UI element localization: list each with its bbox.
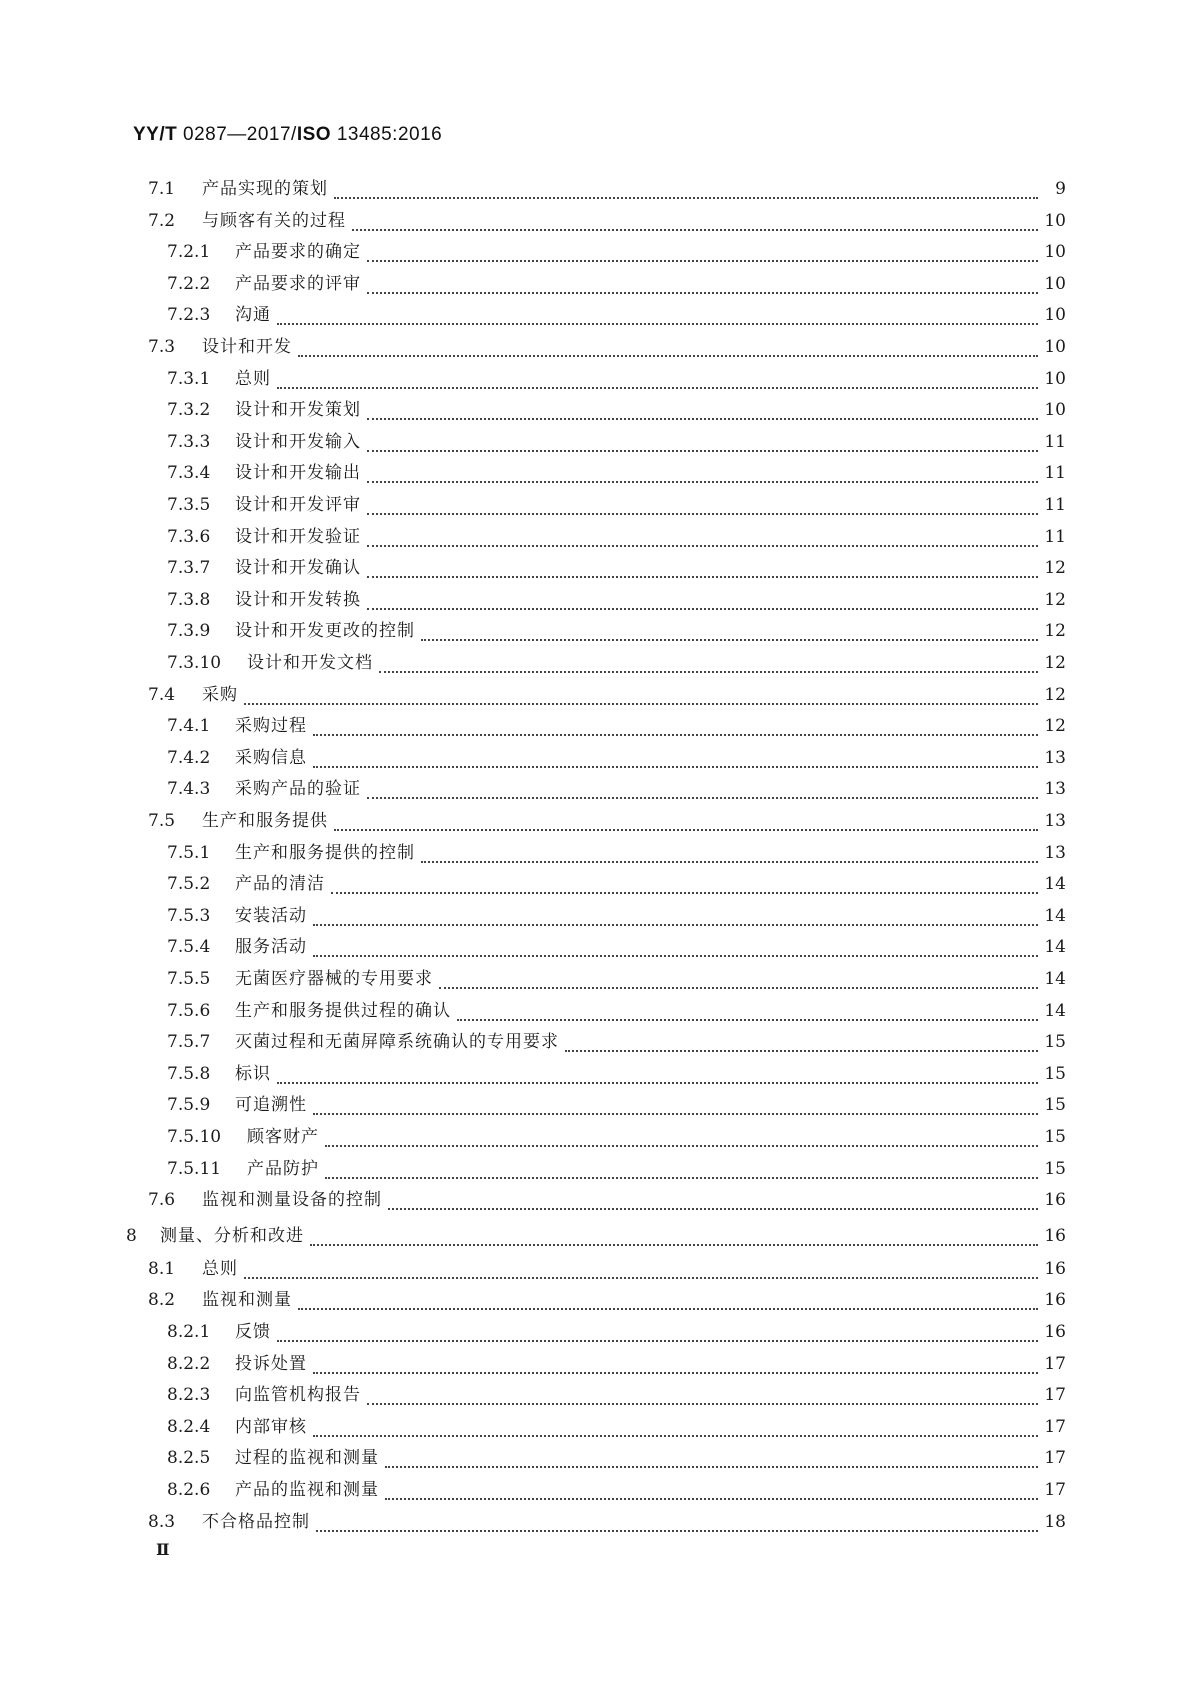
toc-entry-page: 14: [1044, 874, 1066, 895]
toc-entry-page: 13: [1044, 811, 1066, 831]
toc-entry[interactable]: [167, 1030, 1066, 1054]
toc-entry[interactable]: [167, 303, 1066, 327]
toc-entry[interactable]: [148, 177, 1066, 201]
toc-entry-title: 产品要求的评审: [235, 273, 361, 294]
toc-leader-dots: [313, 910, 1038, 926]
toc-entry-page: 16: [1044, 1190, 1066, 1211]
toc-entry-title: 生产和服务提供过程的确认: [235, 1000, 451, 1021]
toc-entry-title: 设计和开发: [202, 337, 292, 357]
toc-entry[interactable]: [148, 209, 1066, 233]
toc-entry-title: 测量、分析和改进: [160, 1225, 304, 1246]
toc-entry[interactable]: [167, 746, 1066, 770]
toc-entry[interactable]: [167, 430, 1066, 454]
toc-entry-number: 7.3: [148, 337, 176, 357]
toc-entry-number: 8.2: [148, 1290, 176, 1311]
toc-entry-title: 产品实现的策划: [202, 179, 328, 199]
toc-entry[interactable]: [167, 1383, 1066, 1407]
toc-entry-number: 7.3.6: [167, 526, 211, 547]
toc-entry[interactable]: [148, 1188, 1066, 1212]
toc-entry-page: 12: [1044, 684, 1066, 705]
toc-entry-page: 16: [1044, 1225, 1066, 1246]
toc-entry-number: 7.2.1: [167, 242, 211, 263]
toc-entry-title: 采购过程: [235, 716, 307, 737]
toc-leader-dots: [379, 657, 1038, 673]
toc-entry[interactable]: [126, 1224, 1066, 1248]
toc-entry-page: 18: [1044, 1511, 1066, 1532]
toc-leader-dots: [277, 309, 1038, 325]
toc-entry-number: 7.4: [148, 684, 176, 705]
toc-entry-title: 监视和测量设备的控制: [202, 1190, 382, 1211]
toc-entry-page: 13: [1044, 779, 1066, 800]
toc-leader-dots: [439, 973, 1038, 989]
toc-entry-title: 设计和开发转换: [235, 589, 361, 610]
toc-entry-page: 17: [1044, 1416, 1066, 1437]
toc-entry-number: 7.2.3: [167, 305, 211, 326]
toc-entry-number: 7.3.5: [167, 495, 211, 515]
toc-entry[interactable]: [167, 240, 1066, 264]
toc-entry-title: 设计和开发确认: [235, 558, 361, 579]
toc-entry[interactable]: [148, 335, 1066, 359]
toc-entry-number: 7.3.1: [167, 368, 211, 389]
toc-entry-page: 11: [1044, 463, 1066, 484]
toc-entry-page: 10: [1044, 305, 1066, 326]
toc-entry[interactable]: [167, 872, 1066, 896]
toc-leader-dots: [334, 815, 1038, 831]
toc-entry-number: 7.3.8: [167, 589, 211, 610]
toc-leader-dots: [277, 373, 1038, 389]
document-header: [133, 124, 442, 146]
toc-entry-number: 7.4.1: [167, 716, 211, 737]
toc-entry-title: 与顾客有关的过程: [202, 210, 346, 231]
toc-leader-dots: [367, 594, 1038, 610]
toc-leader-dots: [421, 625, 1038, 641]
toc-leader-dots: [277, 1068, 1038, 1084]
toc-entry-page: 10: [1044, 242, 1066, 263]
toc-entry[interactable]: [148, 1257, 1066, 1281]
toc-leader-dots: [313, 1099, 1038, 1115]
toc-entry-number: 8.2.1: [167, 1322, 211, 1342]
toc-entry-number: 8.2.5: [167, 1448, 211, 1469]
toc-entry-title: 顾客财产: [247, 1127, 319, 1147]
toc-entry[interactable]: [167, 619, 1066, 643]
toc-entry-title: 向监管机构报告: [235, 1385, 361, 1406]
toc-entry-page: 14: [1044, 1000, 1066, 1021]
toc-entry-page: 15: [1044, 1063, 1066, 1084]
toc-leader-dots: [277, 1326, 1038, 1342]
toc-leader-dots: [367, 246, 1038, 262]
toc-entry[interactable]: [167, 1415, 1066, 1439]
toc-entry-number: 7.5: [148, 811, 176, 831]
toc-leader-dots: [244, 1263, 1038, 1279]
toc-entry-title: 设计和开发验证: [235, 526, 361, 547]
toc-entry-title: 投诉处置: [235, 1353, 307, 1374]
toc-entry-number: 7.6: [148, 1190, 176, 1211]
toc-entry[interactable]: [167, 367, 1066, 391]
toc-entry-number: 7.2: [148, 210, 176, 231]
toc-entry[interactable]: [148, 1510, 1066, 1534]
toc-leader-dots: [352, 215, 1038, 231]
toc-entry[interactable]: [167, 1320, 1066, 1344]
toc-entry-title: 生产和服务提供: [202, 811, 328, 831]
toc-leader-dots: [367, 499, 1038, 515]
toc-entry[interactable]: [167, 272, 1066, 296]
toc-entry[interactable]: [167, 1093, 1066, 1117]
toc-entry-number: 8.2.4: [167, 1416, 211, 1437]
toc-entry-number: 7.3.4: [167, 463, 211, 484]
toc-entry-title: 沟通: [235, 305, 271, 326]
toc-leader-dots: [367, 436, 1038, 452]
toc-entry-title: 设计和开发文档: [247, 653, 373, 673]
toc-leader-dots: [367, 1389, 1038, 1405]
toc-entry-number: 7.4.3: [167, 779, 211, 800]
toc-entry-number: 7.5.6: [167, 1000, 211, 1021]
toc-entry-number: 7.3.7: [167, 558, 211, 579]
toc-entry[interactable]: [167, 556, 1066, 580]
toc-entry-page: 16: [1044, 1322, 1066, 1342]
toc-entry-title: 设计和开发策划: [235, 400, 361, 421]
toc-entry-number: 7.3.9: [167, 621, 211, 642]
toc-entry[interactable]: [167, 651, 1066, 675]
toc-entry-title: 可追溯性: [235, 1095, 307, 1116]
toc-entry-number: 7.5.5: [167, 969, 211, 989]
toc-entry[interactable]: [167, 1478, 1066, 1502]
toc-entry[interactable]: [148, 809, 1066, 833]
toc-entry[interactable]: [167, 935, 1066, 959]
toc-entry-title: 总则: [202, 1258, 238, 1279]
toc-entry-page: 17: [1044, 1385, 1066, 1406]
toc-leader-dots: [325, 1131, 1038, 1147]
toc-leader-dots: [385, 1484, 1038, 1500]
toc-entry-page: 10: [1044, 273, 1066, 294]
toc-entry[interactable]: [167, 1446, 1066, 1470]
toc-entry[interactable]: [167, 461, 1066, 485]
toc-entry-page: 17: [1044, 1480, 1066, 1500]
toc-entry[interactable]: [167, 714, 1066, 738]
toc-entry-title: 生产和服务提供的控制: [235, 842, 415, 863]
toc-entry-page: 15: [1044, 1095, 1066, 1116]
toc-entry-title: 采购产品的验证: [235, 779, 361, 800]
toc-entry-number: 7.5.7: [167, 1032, 211, 1053]
toc-entry-title: 采购信息: [235, 747, 307, 768]
toc-entry-title: 安装活动: [235, 905, 307, 926]
toc-entry-number: 7.5.1: [167, 842, 211, 863]
toc-entry-number: 7.5.4: [167, 937, 211, 958]
toc-entry-title: 服务活动: [235, 937, 307, 958]
toc-entry-page: 15: [1044, 1127, 1066, 1147]
toc-entry-title: 设计和开发输入: [235, 431, 361, 452]
toc-entry-title: 总则: [235, 368, 271, 389]
toc-entry-page: 14: [1044, 969, 1066, 989]
toc-entry-number: 7.5.9: [167, 1095, 211, 1116]
toc-entry-title: 产品要求的确定: [235, 242, 361, 263]
toc-entry-page: 10: [1044, 210, 1066, 231]
toc-entry[interactable]: [167, 1125, 1066, 1149]
toc-entry-page: 17: [1044, 1448, 1066, 1469]
toc-entry-title: 灭菌过程和无菌屏障系统确认的专用要求: [235, 1032, 559, 1053]
toc-entry[interactable]: [167, 841, 1066, 865]
toc-entry-page: 10: [1044, 337, 1066, 357]
toc-entry-page: 10: [1044, 400, 1066, 421]
toc-leader-dots: [388, 1194, 1038, 1210]
toc-entry[interactable]: [167, 588, 1066, 612]
toc-leader-dots: [367, 404, 1038, 420]
toc-entry-page: 12: [1044, 589, 1066, 610]
standard-number: 0287—2017/: [177, 124, 297, 145]
toc-leader-dots: [298, 341, 1038, 357]
toc-entry[interactable]: [167, 777, 1066, 801]
toc-entry-number: 7.3.2: [167, 400, 211, 421]
toc-leader-dots: [316, 1516, 1038, 1532]
toc-entry[interactable]: [167, 1352, 1066, 1376]
toc-leader-dots: [298, 1294, 1038, 1310]
toc-entry-number: 7.5.3: [167, 905, 211, 926]
toc-entry-page: 10: [1044, 368, 1066, 389]
toc-entry-page: 16: [1044, 1258, 1066, 1279]
toc-entry-title: 无菌医疗器械的专用要求: [235, 969, 433, 989]
toc-leader-dots: [313, 720, 1038, 736]
toc-entry-number: 7.4.2: [167, 747, 211, 768]
toc-entry-page: 11: [1044, 526, 1066, 547]
toc-leader-dots: [367, 783, 1038, 799]
iso-prefix: ISO: [296, 124, 332, 145]
page-number-footer: Ⅱ: [156, 1540, 170, 1559]
toc-entry-number: 7.5.11: [167, 1158, 222, 1179]
toc-entry-page: 14: [1044, 905, 1066, 926]
toc-entry-page: 11: [1044, 431, 1066, 452]
toc-leader-dots: [313, 1421, 1038, 1437]
toc-entry-page: 13: [1044, 842, 1066, 863]
toc-entry-number: 7.3.10: [167, 653, 222, 673]
toc-entry-page: 9: [1055, 179, 1066, 199]
toc-leader-dots: [421, 847, 1038, 863]
toc-entry-page: 12: [1044, 653, 1066, 673]
toc-entry[interactable]: [167, 493, 1066, 517]
toc-entry-page: 17: [1044, 1353, 1066, 1374]
toc-entry-title: 产品的监视和测量: [235, 1480, 379, 1500]
toc-entry-number: 8.2.6: [167, 1480, 211, 1500]
toc-leader-dots: [331, 878, 1038, 894]
toc-entry-title: 采购: [202, 684, 238, 705]
toc-entry[interactable]: [167, 967, 1066, 991]
toc-entry-title: 设计和开发输出: [235, 463, 361, 484]
toc-leader-dots: [244, 689, 1038, 705]
toc-entry-number: 7.5.8: [167, 1063, 211, 1084]
toc-entry-number: 8.2.2: [167, 1353, 211, 1374]
toc-entry[interactable]: [148, 683, 1066, 707]
toc-entry-title: 产品防护: [247, 1158, 319, 1179]
toc-entry-page: 12: [1044, 558, 1066, 579]
toc-entry-number: 8.2.3: [167, 1385, 211, 1406]
toc-entry-title: 标识: [235, 1063, 271, 1084]
toc-entry[interactable]: [167, 525, 1066, 549]
toc-entry-number: 8.1: [148, 1258, 176, 1279]
toc-entry-page: 12: [1044, 716, 1066, 737]
toc-leader-dots: [367, 562, 1038, 578]
toc-entry-number: 7.5.10: [167, 1127, 222, 1147]
toc-entry-title: 内部审核: [235, 1416, 307, 1437]
toc-entry-title: 设计和开发评审: [235, 495, 361, 515]
toc-leader-dots: [334, 183, 1038, 199]
toc-entry-page: 15: [1044, 1158, 1066, 1179]
toc-entry[interactable]: [167, 398, 1066, 422]
toc-leader-dots: [313, 752, 1038, 768]
toc-entry-page: 12: [1044, 621, 1066, 642]
toc-entry[interactable]: [167, 999, 1066, 1023]
toc-entry-page: 15: [1044, 1032, 1066, 1053]
toc-entry-number: 8.3: [148, 1511, 176, 1532]
toc-entry-number: 7.1: [148, 179, 176, 199]
toc-leader-dots: [457, 1005, 1038, 1021]
toc-entry-page: 16: [1044, 1290, 1066, 1311]
toc-entry[interactable]: [167, 1062, 1066, 1086]
toc-entry-number: 7.5.2: [167, 874, 211, 895]
toc-leader-dots: [565, 1036, 1038, 1052]
toc-entry-title: 过程的监视和测量: [235, 1448, 379, 1469]
toc-entry-page: 11: [1044, 495, 1066, 515]
toc-leader-dots: [325, 1163, 1038, 1179]
toc-leader-dots: [367, 467, 1038, 483]
toc-leader-dots: [385, 1452, 1038, 1468]
toc-entry[interactable]: [148, 1288, 1066, 1312]
toc-entry-number: 7.3.3: [167, 431, 211, 452]
standard-prefix: YY/T: [133, 124, 178, 145]
toc-entry-title: 设计和开发更改的控制: [235, 621, 415, 642]
toc-entry[interactable]: [167, 904, 1066, 928]
toc-entry-page: 13: [1044, 747, 1066, 768]
toc-entry[interactable]: [167, 1157, 1066, 1181]
toc-leader-dots: [367, 278, 1038, 294]
toc-leader-dots: [367, 531, 1038, 547]
toc-entry-title: 不合格品控制: [202, 1511, 310, 1532]
toc-entry-title: 反馈: [235, 1322, 271, 1342]
toc-entry-title: 产品的清洁: [235, 874, 325, 895]
toc-entry-title: 监视和测量: [202, 1290, 292, 1311]
iso-number: 13485:2016: [331, 124, 443, 145]
toc-leader-dots: [310, 1230, 1038, 1246]
toc-entry-number: 7.2.2: [167, 273, 211, 294]
toc-entry-page: 14: [1044, 937, 1066, 958]
toc-leader-dots: [313, 1358, 1038, 1374]
toc-entry-number: 8: [126, 1225, 137, 1246]
toc-leader-dots: [313, 941, 1038, 957]
